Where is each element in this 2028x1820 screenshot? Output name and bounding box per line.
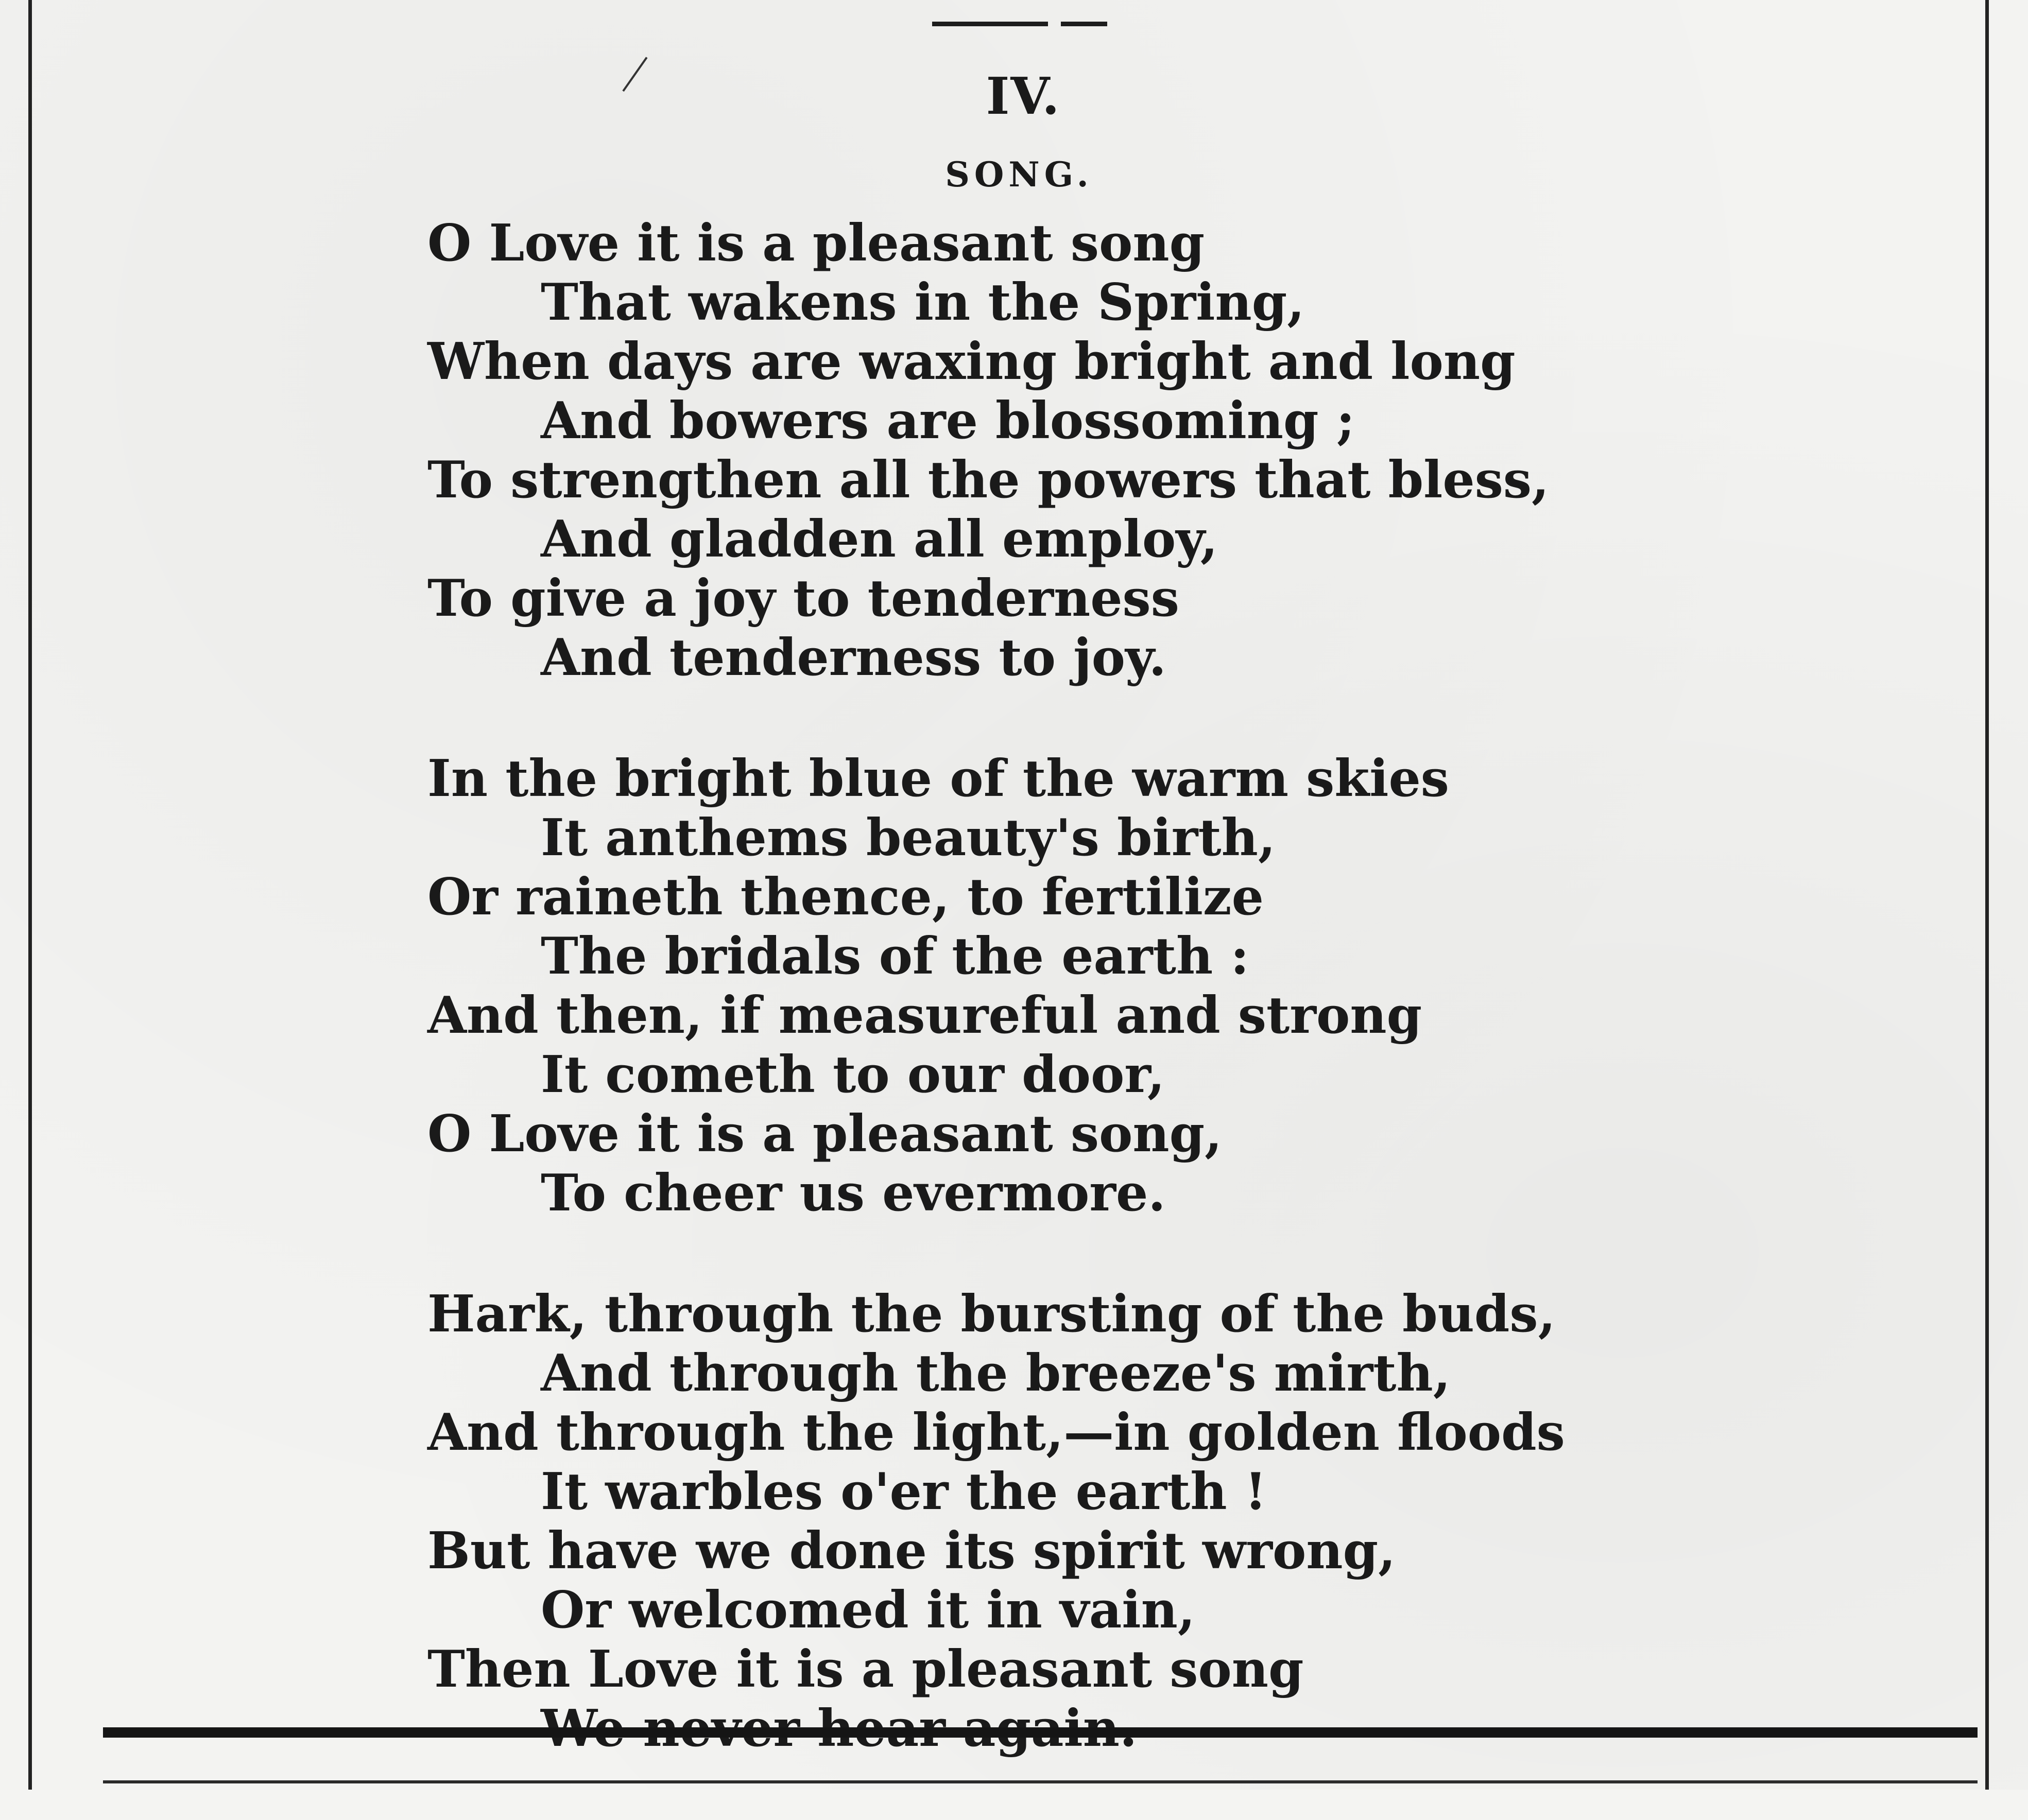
poem-body xyxy=(427,214,1818,1820)
poem-line: It cometh to our door, xyxy=(541,1045,1165,1104)
poem-line: To cheer us evermore. xyxy=(541,1164,1166,1223)
stanza-1 xyxy=(427,214,1818,687)
poem-line: Or welcomed it in vain, xyxy=(541,1581,1196,1640)
stanza-3 xyxy=(427,1285,1818,1758)
poem-line: It warbles o'er the earth ! xyxy=(541,1462,1267,1521)
poem-line: And gladden all employ, xyxy=(541,510,1218,569)
poem-line: And then, if measureful and strong xyxy=(427,986,1422,1045)
poem-title: SONG. xyxy=(945,154,1093,195)
poem-line: The bridals of the earth : xyxy=(541,927,1249,986)
poem-line: When days are waxing bright and long xyxy=(427,332,1516,391)
stanza-2 xyxy=(427,749,1818,1223)
bottom-thin-rule xyxy=(103,1780,1978,1783)
poem-line: But have we done its spirit wrong, xyxy=(427,1521,1396,1581)
poem-line: That wakens in the Spring, xyxy=(541,273,1305,332)
top-dash-rule-short xyxy=(1061,22,1107,26)
poem-line: And bowers are blossoming ; xyxy=(541,391,1355,450)
top-dash-rule xyxy=(932,22,1048,26)
poem-line: And tenderness to joy. xyxy=(541,628,1166,687)
poem-line: And through the breeze's mirth, xyxy=(541,1344,1451,1403)
poem-line: Or raineth thence, to fertilize xyxy=(427,868,1264,927)
poem-line: Hark, through the bursting of the buds, xyxy=(427,1285,1556,1344)
poem-line: In the bright blue of the warm skies xyxy=(427,749,1449,808)
poem-line: To give a joy to tenderness xyxy=(427,569,1179,628)
poem-line: O Love it is a pleasant song, xyxy=(427,1104,1223,1164)
left-column-rule xyxy=(28,0,32,1790)
poem-line: O Love it is a pleasant song xyxy=(427,214,1205,273)
poem-line: And through the light,—in golden floods xyxy=(427,1403,1565,1462)
poem-line: It anthems beauty's birth, xyxy=(541,808,1276,868)
poem-line: Then Love it is a pleasant song xyxy=(427,1640,1304,1699)
bottom-thick-rule xyxy=(103,1727,1978,1738)
right-column-rule xyxy=(1985,0,1989,1790)
section-numeral: IV. xyxy=(986,67,1061,126)
poem-line: To strengthen all the powers that bless, xyxy=(427,450,1550,510)
